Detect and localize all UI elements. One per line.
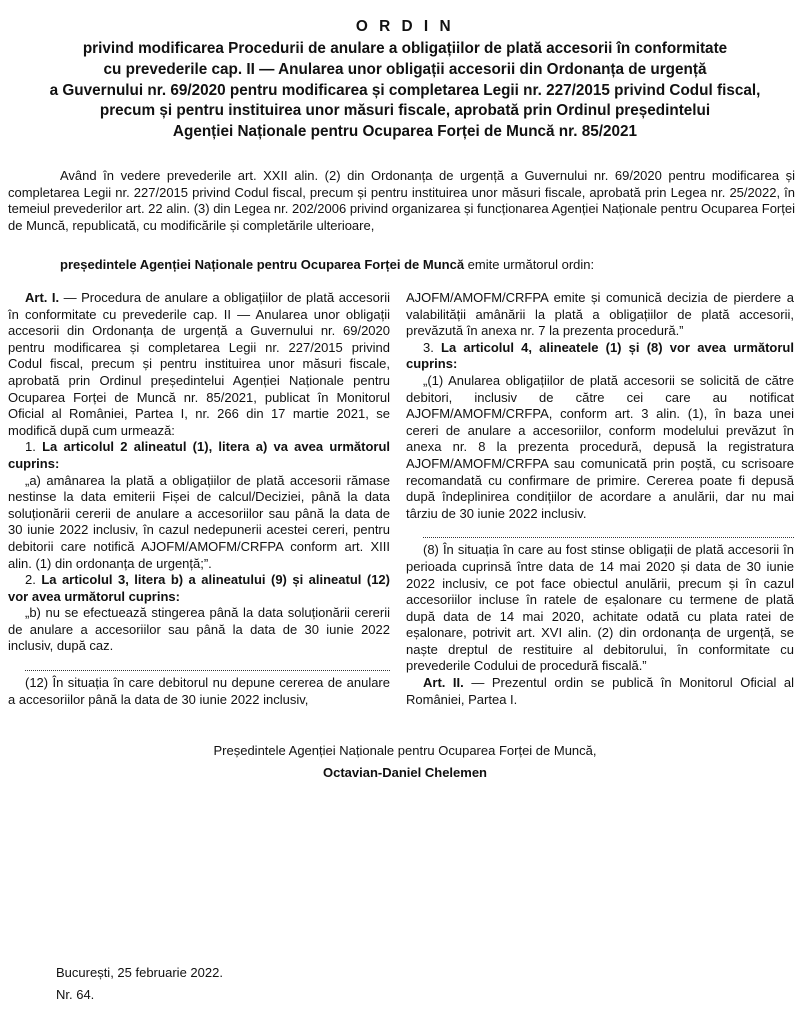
- article-2-text: — Prezentul ordin se publică în Monitorul Oficial al României, Partea I.: [406, 675, 794, 707]
- point-1-number: 1.: [25, 439, 43, 455]
- point-3-heading-text: La articolul 4, alineatele (1) și (8) vor avea următorul cuprins:: [406, 339, 794, 372]
- heading-line: Agenției Naționale pentru Ocuparea Forței de Muncă nr. 85/2021: [172, 123, 638, 141]
- document-heading: [8, 39, 802, 143]
- point-2-heading: [8, 572, 390, 605]
- emits-line: [60, 257, 800, 274]
- point-1-heading: [8, 439, 390, 472]
- signature-name: Octavian-Daniel Chelemen: [323, 765, 487, 780]
- paragraph-12-continuation: AJOFM/AMOFM/CRFPA emite și comunică decizia de pierdere a valabilității amânării la plată a obligațiilor de plată accesorii, prevăzută în anexa nr. 7 la prezenta procedură.”: [406, 290, 794, 339]
- right-column: [406, 290, 794, 708]
- order-number: Nr. 64.: [56, 987, 95, 1002]
- place-date: București, 25 februarie 2022.: [56, 965, 223, 980]
- signature-title: Președintele Agenției Naționale pentru Ocuparea Forței de Muncă,: [213, 743, 597, 758]
- point-2-number: 2.: [25, 572, 42, 588]
- point-2-heading-text: La articolul 3, litera b) a alineatului (9) și alineatul (12) vor avea următorul cuprins:: [8, 572, 390, 604]
- point-2-text: „b) nu se efectuează stingerea până la data soluționării cererii de anulare a accesoriilor sau până la data de 30 iunie 2022 inclusiv, după caz.: [8, 605, 390, 654]
- point-3-heading: [406, 340, 794, 373]
- document-title: O R D I N: [355, 18, 455, 35]
- article-2-label: Art. II.: [423, 675, 464, 691]
- point-2-paragraph-12: (12) În situația în care debitorul nu depune cererea de anulare a accesoriilor până la data de 30 iunie 2022 inclusiv,: [8, 675, 390, 707]
- omission-dots: [423, 527, 794, 538]
- preamble-paragraph: Având în vedere prevederile art. XXII alin. (2) din Ordonanța de urgență a Guvernului nr. 69/2020 pentru modificarea și completarea Legii nr. 227/2015 privind Codul fiscal, precum și pentru instituirea unor măsuri fiscale, aprobată prin Legea nr. 25/2022, în temeiul prevederilor art. 22 alin. (3) din Legea nr. 202/2006 privind organizarea și funcționarea Agenției Naționale pentru Ocuparea Forței de Muncă, republicată, cu modificările și completările ulterioare,: [8, 168, 795, 233]
- point-1-heading-text: La articolul 2 alineatul (1), litera a) va avea următorul cuprins:: [8, 439, 390, 471]
- article-2: [406, 675, 794, 708]
- issuer-name: președintele Agenției Naționale pentru Ocuparea Forței de Muncă: [60, 257, 465, 272]
- heading-line: precum și pentru instituirea unor măsuri fiscale, aprobată prin Ordinul președintelui: [99, 102, 711, 120]
- heading-line: a Guvernului nr. 69/2020 pentru modificarea și completarea Legii nr. 227/2015 privind Codul fiscal,: [49, 81, 761, 99]
- left-column: [8, 290, 390, 708]
- article-1-label: Art. I.: [25, 290, 60, 305]
- heading-line: cu prevederile cap. II — Anularea unor obligații accesorii din Ordonanța de urgență: [103, 60, 707, 78]
- point-3-number: 3.: [423, 339, 442, 355]
- article-1: [8, 290, 390, 439]
- heading-line: privind modificarea Procedurii de anulare a obligațiilor de plată accesorii în conformitate: [82, 40, 728, 57]
- omission-dots: [25, 660, 390, 671]
- point-3-paragraph-1: „(1) Anularea obligațiilor de plată accesorii se solicită de către debitori, inclusiv de către cei care au notificat AJOFM/AMOFM/CRFPA, conform art. 3 alin. (1), în baza unei cereri de anulare a accesoriilor, conform modelului prevăzut în anexa nr. 8 la prezenta procedură, depusă la registratura AJOFM/AMOFM/CRFPA sau comunicată prin poștă, cu scrisoare recomandată cu confirmare de primire. Cererea poate fi depusă după îndeplinirea condițiilor de acordare a anulării, dar nu mai târziu de 30 iunie 2022 inclusiv.: [406, 372, 794, 521]
- emits-text: emite următorul ordin:: [464, 257, 595, 272]
- point-3-paragraph-8: (8) În situația în care au fost stinse obligații de plată accesorii în perioada cuprinsă între data de 14 mai 2020 și data de 30 iunie 2022 inclusiv, ce pot face obiectul anulării, precum și în cazul accesoriilor incluse în ratele de eșalonare cu termene de plată după data de 14 mai 2020, achitate odată cu plata ratei de eșalonare, potrivit art. XVI alin. (2) din ordonanța de urgență, se naște dreptul de restituire al debitorului, în conformitate cu prevederile Codului de procedură fiscală.”: [406, 542, 794, 674]
- point-1-text: „a) amânarea la plată a obligațiilor de plată accesorii rămase nestinse la data emiterii Fișei de calcul/Deciziei, până la data soluționării cererii de anulare a accesoriilor sau până la data de 30 iunie 2022 inclusiv, în cazul nedepunerii acestei cereri, pentru debitorii care notifică AJOFM/AMOFM/CRFPA conform art. XIII alin. (1) din ordonanța de urgență;”.: [8, 472, 390, 571]
- article-1-text: — Procedura de anulare a obligațiilor de plată accesorii în conformitate cu prevederile cap. II — Anularea unor obligații accesorii din Ordonanța de urgență a Guvernului nr. 69/2020 pentru modificarea și completarea Legii nr. 227/2015 privind Codul fiscal, precum și pentru instituirea unor măsuri fiscale, aprobată prin Ordinul președintelui Agenției Naționale pentru Ocuparea Forței de Muncă nr. 85/2021, publicat în Monitorul Oficial al României, Partea I, nr. 266 din 17 martie 2021, se modifică după cum urmează:: [8, 290, 390, 438]
